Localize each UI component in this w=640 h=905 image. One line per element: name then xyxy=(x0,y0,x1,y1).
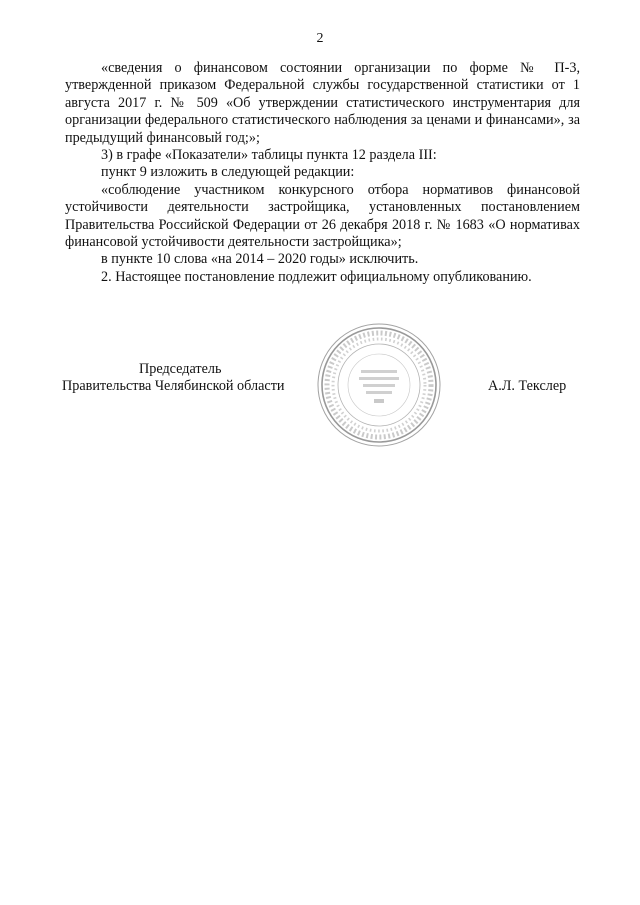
signature-block xyxy=(62,361,302,396)
paragraph-indicators-column: 3) в графе «Показатели» таблицы пункта 12 раздела III: xyxy=(101,147,437,164)
signatory-name: А.Л. Текслер xyxy=(488,378,567,394)
signatory-title: Председатель xyxy=(139,361,222,377)
paragraph-item-9: пункт 9 изложить в следующей редакции: xyxy=(101,164,355,181)
page-number: 2 xyxy=(316,31,324,46)
paragraph-statistics-form: «сведения о финансовом состоянии организации по форме № П-3, утвержденной приказом Федеральной службы государственной статистики от 1 августа 2017 г. № 509 «Об утверждении статистического инструментария для организации федерального статистического наблюдения за ценами и финансами», за предыдущий финансовый год;»; xyxy=(65,60,580,146)
paragraph-publication: 2. Настоящее постановление подлежит официальному опубликованию. xyxy=(101,268,532,285)
document-body xyxy=(65,60,580,286)
paragraph-item-10: в пункте 10 слова «на 2014 – 2020 годы» исключить. xyxy=(101,251,419,268)
paragraph-financial-norms: «соблюдение участником конкурсного отбора нормативов финансовой устойчивости деятельности застройщика, установленных постановлением Правительства Российской Федерации от 26 декабря 2018 г. № 1683 «О нормативах финансовой устойчивости деятельности застройщика»; xyxy=(65,181,580,251)
signatory-organization: Правительства Челябинской области xyxy=(62,378,285,395)
official-seal-stamp xyxy=(314,320,444,450)
